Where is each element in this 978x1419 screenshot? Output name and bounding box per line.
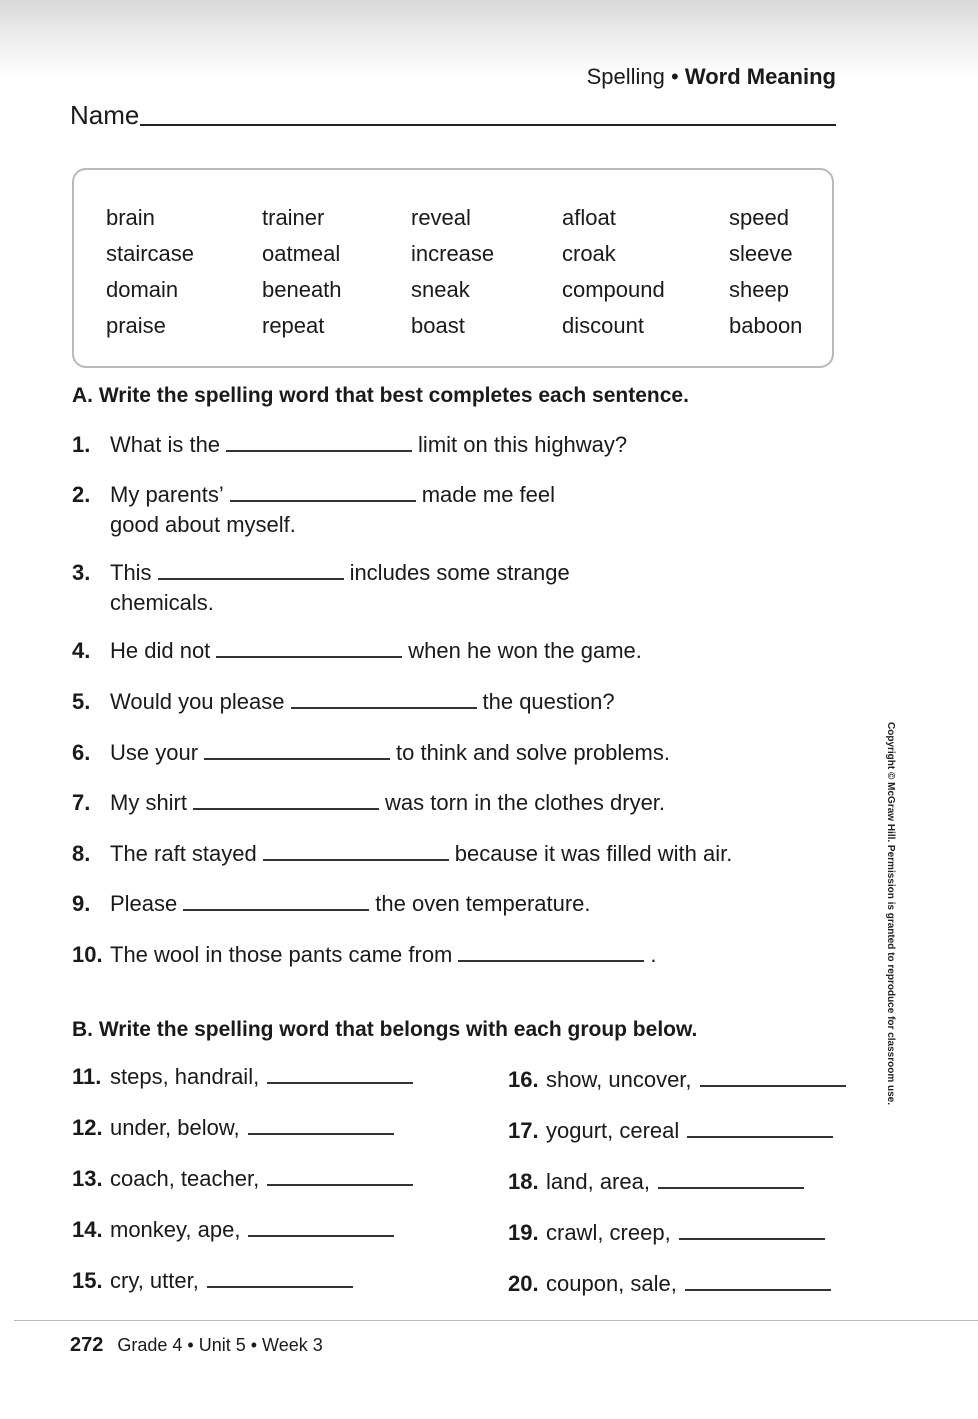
word-bank-word: trainer	[262, 205, 325, 230]
item-text-after: to think and solve problems.	[396, 740, 670, 765]
sentence-item	[72, 740, 670, 766]
item-number: 2.	[72, 482, 91, 507]
item-text-after: the question?	[482, 689, 615, 714]
item-text-continued: good about myself.	[110, 512, 296, 537]
sentence-item	[72, 482, 556, 537]
item-text-after: limit on this highway?	[418, 432, 628, 457]
word-bank	[72, 168, 834, 368]
item-text-after: because it was filled with air.	[454, 841, 733, 866]
word-bank-column	[729, 200, 802, 344]
section-a-title: A. Write the spelling word that best completes each sentence.	[72, 384, 689, 407]
group-item	[72, 1166, 413, 1192]
item-number: 10.	[72, 942, 103, 967]
answer-blank[interactable]	[291, 689, 477, 709]
item-text-before: The wool in those pants came from	[110, 942, 453, 967]
answer-blank[interactable]	[183, 891, 369, 911]
group-words: steps, handrail,	[110, 1064, 260, 1089]
group-item	[72, 1064, 413, 1090]
item-text-after: .	[650, 942, 657, 967]
item-number: 12.	[72, 1115, 103, 1140]
answer-blank[interactable]	[193, 790, 379, 810]
word-bank-word: staircase	[106, 241, 195, 266]
answer-blank[interactable]	[700, 1067, 846, 1087]
footer-divider	[14, 1320, 978, 1321]
answer-blank[interactable]	[207, 1268, 353, 1288]
word-bank-word: compound	[562, 277, 665, 302]
word-bank-column	[106, 200, 194, 344]
footer-text: Grade 4 • Unit 5 • Week 3	[117, 1335, 323, 1355]
word-bank-word: increase	[411, 241, 495, 266]
word-bank-word: oatmeal	[262, 241, 341, 266]
item-number: 17.	[508, 1118, 539, 1143]
group-item	[72, 1268, 353, 1294]
group-item	[72, 1217, 394, 1243]
answer-blank[interactable]	[226, 432, 412, 452]
word-bank-word: reveal	[411, 205, 471, 230]
item-text-after: when he won the game.	[408, 638, 642, 663]
header-topic: Word Meaning	[684, 64, 836, 89]
item-number: 11.	[72, 1064, 102, 1089]
item-text-after: the oven temperature.	[375, 891, 591, 916]
word-bank-word: brain	[106, 205, 155, 230]
item-number: 9.	[72, 891, 91, 916]
sentence-item	[72, 432, 627, 458]
item-number: 18.	[508, 1169, 539, 1194]
copyright-text: Copyright © McGraw Hill. Permission is granted to reproduce for classroom use.	[885, 722, 896, 1106]
sentence-item	[72, 790, 665, 816]
word-bank-column	[262, 200, 342, 344]
answer-blank[interactable]	[679, 1220, 825, 1240]
group-item	[508, 1067, 846, 1093]
item-text-before: What is the	[110, 432, 221, 457]
item-number: 4.	[72, 638, 91, 663]
item-number: 5.	[72, 689, 91, 714]
answer-blank[interactable]	[267, 1166, 413, 1186]
answer-blank[interactable]	[248, 1217, 394, 1237]
item-number: 8.	[72, 841, 91, 866]
name-field[interactable]	[140, 124, 836, 126]
word-bank-word: sheep	[729, 277, 789, 302]
item-text-before: He did not	[110, 638, 211, 663]
answer-blank[interactable]	[230, 482, 416, 502]
item-number: 3.	[72, 560, 91, 585]
answer-blank[interactable]	[158, 560, 344, 580]
group-item	[508, 1220, 825, 1246]
word-bank-word: sleeve	[729, 241, 793, 266]
word-bank-word: speed	[729, 205, 789, 230]
item-text-after: includes some strange	[349, 560, 570, 585]
word-bank-word: sneak	[411, 277, 470, 302]
item-text-before: The raft stayed	[110, 841, 257, 866]
item-text-before: Use your	[110, 740, 199, 765]
item-number: 15.	[72, 1268, 103, 1293]
group-item	[72, 1115, 394, 1141]
page-header	[587, 64, 836, 90]
group-words: under, below,	[110, 1115, 240, 1140]
word-bank-column	[411, 200, 494, 344]
header-subject: Spelling	[586, 64, 665, 89]
page-footer	[70, 1334, 323, 1357]
group-words: coach, teacher,	[110, 1166, 260, 1191]
item-text-before: This	[110, 560, 152, 585]
section-b-title: B. Write the spelling word that belongs with each group below.	[72, 1018, 698, 1041]
group-words: cry, utter,	[110, 1268, 199, 1293]
answer-blank[interactable]	[248, 1115, 394, 1135]
header-separator: •	[671, 64, 679, 89]
word-bank-word: discount	[562, 313, 644, 338]
word-bank-word: beneath	[262, 277, 342, 302]
word-bank-word: domain	[106, 277, 179, 302]
item-number: 14.	[72, 1217, 103, 1242]
word-bank-word: croak	[562, 241, 616, 266]
answer-blank[interactable]	[263, 841, 449, 861]
answer-blank[interactable]	[204, 740, 390, 760]
item-text-before: Please	[110, 891, 178, 916]
group-item	[508, 1271, 831, 1297]
sentence-item	[72, 638, 642, 664]
word-bank-word: afloat	[562, 205, 616, 230]
group-words: show, uncover,	[546, 1067, 692, 1092]
item-number: 19.	[508, 1220, 539, 1245]
item-number: 20.	[508, 1271, 539, 1296]
item-text-after: was torn in the clothes dryer.	[385, 790, 666, 815]
sentence-item	[72, 689, 615, 715]
word-bank-column	[562, 200, 665, 344]
item-number: 6.	[72, 740, 91, 765]
copyright-notice	[882, 722, 896, 1132]
answer-blank[interactable]	[687, 1118, 833, 1138]
group-item	[508, 1118, 833, 1144]
group-words: coupon, sale,	[546, 1271, 677, 1296]
page-number: 272	[70, 1334, 104, 1356]
group-item	[508, 1169, 804, 1195]
group-words: monkey, ape,	[110, 1217, 241, 1242]
item-text-before: My shirt	[110, 790, 187, 815]
word-bank-word: praise	[106, 313, 166, 338]
item-number: 7.	[72, 790, 91, 815]
sentence-item	[72, 560, 570, 615]
word-bank-word: repeat	[262, 313, 325, 338]
item-text-after: made me feel	[421, 482, 556, 507]
sentence-item	[72, 891, 591, 917]
sentence-item	[72, 942, 657, 968]
sentence-item	[72, 841, 732, 867]
answer-blank[interactable]	[458, 942, 644, 962]
answer-blank[interactable]	[216, 638, 402, 658]
name-label: Name	[70, 100, 140, 130]
group-words: land, area,	[546, 1169, 650, 1194]
group-words: yogurt, cereal	[546, 1118, 680, 1143]
item-number: 16.	[508, 1067, 539, 1092]
group-words: crawl, creep,	[546, 1220, 671, 1245]
item-number: 13.	[72, 1166, 103, 1191]
answer-blank[interactable]	[267, 1064, 413, 1084]
word-bank-word: boast	[411, 313, 465, 338]
item-number: 1.	[72, 432, 91, 457]
item-text-before: Would you please	[110, 689, 285, 714]
item-text-before: My parents’	[110, 482, 224, 507]
item-text-continued: chemicals.	[110, 590, 214, 615]
answer-blank[interactable]	[685, 1271, 831, 1291]
name-row	[70, 100, 836, 130]
word-bank-word: baboon	[729, 313, 803, 338]
answer-blank[interactable]	[658, 1169, 804, 1189]
